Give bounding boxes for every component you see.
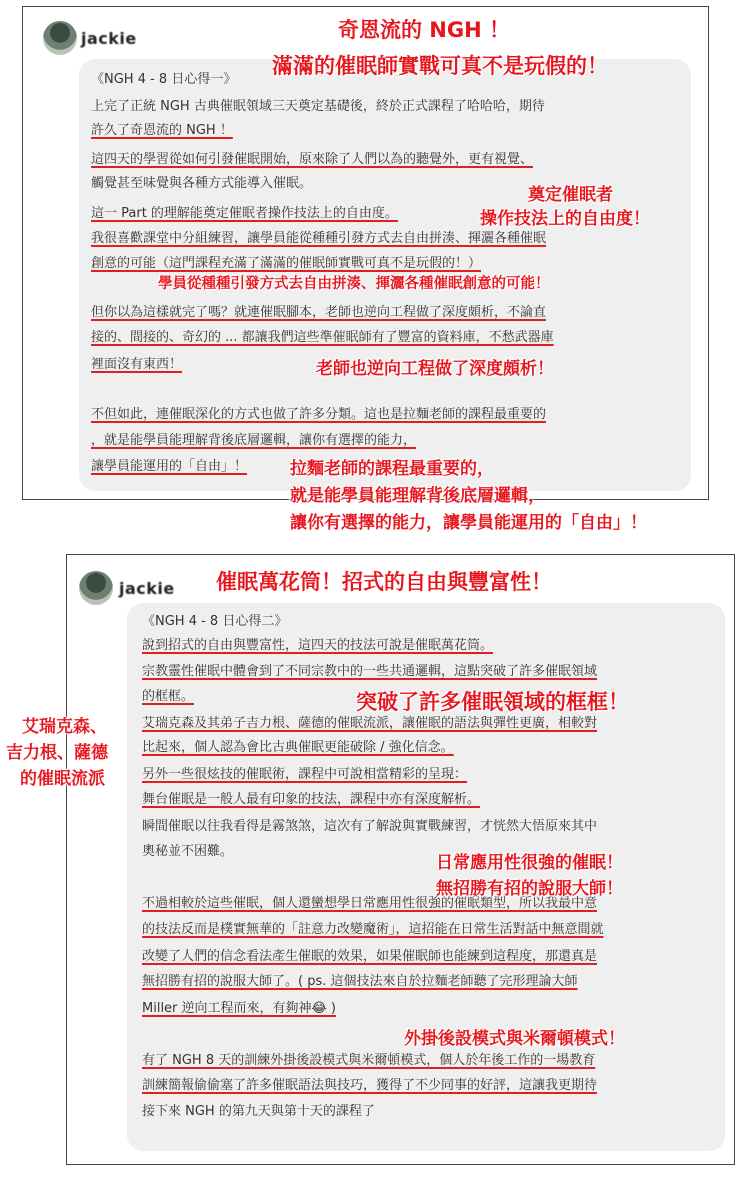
annotation: 操作技法上的自由度！ [480,209,650,229]
post-line: 比起來，個人認為會比古典催眠更能破除 / 強化信念。 [142,740,454,755]
annotation-title: 催眠萬花筒！招式的自由與豐富性！ [216,570,552,594]
post-line: 不但如此，連催眠深化的方式也做了許多分類。這也是拉麵老師的課程最重要的 [91,407,547,422]
annotation-side: 吉力根、薩德 [6,743,108,763]
post-line: 舞台催眠是一般人最有印象的技法，課程中亦有深度解析。 [142,792,481,807]
post-line: 有了 NGH 8 天的訓練外掛後設模式與米爾頓模式，個人於年後工作的一場教育 [142,1053,596,1068]
post-line: 奧秘並不困難。 [142,844,234,859]
post-line: 訓練簡報偷偷塞了許多催眠語法與技巧，獲得了不少同事的好評，這讓我更期待 [142,1078,598,1093]
post-line: 的框框。 [142,689,195,704]
post-line: 觸覺甚至味覺與各種方式能導入催眠。 [91,176,313,191]
post-card-1 [22,6,709,500]
post-line: 瞬間催眠以往我看得是霧煞煞，這次有了解說與實戰練習，才恍然大悟原來其中 [142,819,598,834]
annotation: 日常應用性很強的催眠！ [436,853,623,873]
post-line: 這四天的學習從如何引發催眠開始，原來除了人們以為的聽覺外，更有視覺、 [91,152,534,167]
annotation: 突破了許多催眠領域的框框！ [356,690,629,714]
post-line: 說到招式的自由與豐富性，這四天的技法可說是催眠萬花筒。 [142,638,494,653]
annotation: 讓你有選擇的能力，讓學員能運用的「自由」！ [290,513,647,533]
annotation: 拉麵老師的課程最重要的， [290,459,494,479]
annotation-subtitle: 滿滿的催眠師實戰可真不是玩假的！ [272,54,608,78]
post-card-2 [66,554,735,1165]
annotation: 老師也逆向工程做了深度頗析！ [316,359,554,379]
post-line: 創意的可能（這門課程充滿了滿滿的催眠師實戰可真不是玩假的！） [91,256,482,271]
annotation: 無招勝有招的說服大師！ [436,879,623,899]
annotation: 學員從種種引發方式去自由拼湊、揮灑各種催眠創意的可能！ [158,276,550,292]
post-line: 艾瑞克森及其弟子吉力根、薩德的催眠流派，讓催眠的語法與彈性更廣，相較對 [142,716,598,731]
post-line: 改變了人們的信念看法產生催眠的效果，如果催眠師也能練到這程度，那還真是 [142,949,598,964]
post-line: 不過相較於這些催眠，個人還蠻想學日常應用性很強的催眠類型，所以我最中意 [142,896,598,911]
post-line: 裡面沒有東西！ [91,357,183,372]
username[interactable]: jackie [81,29,137,48]
post-line: 這一 Part 的理解能奠定催眠者操作技法上的自由度。 [91,206,398,221]
post-line: 讓學員能運用的「自由」！ [91,459,248,474]
post-line: 接下來 NGH 的第九天與第十天的課程了 [142,1104,375,1119]
post-line: 我很喜歡課堂中分組練習，讓學員能從種種引發方式去自由拼湊、揮灑各種催眠 [91,231,547,246]
post-line: 接的、間接的、奇幻的 ... 都讓我們這些準催眠師有了豐富的資料庫，不愁武器庫 [91,330,554,345]
post-line: 另外一些很炫技的催眠術，課程中可說相當精彩的呈現： [142,767,468,782]
annotation-side: 艾瑞克森、 [22,717,107,737]
post-line: 的技法反而是樸實無華的「註意力改變魔術」，這招能在日常生活對話中無意間就 [142,922,604,937]
post-line: 許久了奇恩流的 NGH ！ [91,123,233,138]
post-line: 上完了正統 NGH 古典催眠領域三天奠定基礎後，終於正式課程了哈哈哈，期待 [91,99,545,114]
annotation: 就是能學員能理解背後底層邏輯， [290,486,545,506]
avatar[interactable] [43,21,77,55]
annotation-title: 奇恩流的 NGH ！ [338,18,511,42]
post-line: ，就是能學員能理解背後底層邏輯，讓你有選擇的能力， [91,433,417,448]
annotation: 外掛後設模式與米爾頓模式！ [404,1029,625,1049]
annotation-side: 的催眠流派 [20,769,105,789]
annotation: 奠定催眠者 [528,185,613,205]
post-line: 但你以為這樣就完了嗎？就連催眠腳本，老師也逆向工程做了深度頗析，不論直 [91,305,547,320]
avatar[interactable] [79,571,113,605]
post-title: 《NGH 4 - 8 日心得一》 [91,72,237,87]
post-line: 宗教靈性催眠中體會到了不同宗教中的一些共通邏輯，這點突破了許多催眠領域 [142,664,598,679]
username[interactable]: jackie [119,579,175,598]
post-title: 《NGH 4 - 8 日心得二》 [142,614,288,629]
post-line: 無招勝有招的說服大師了。( ps. 這個技法來自於拉麵老師聽了完形理論大師 [142,974,578,989]
post-line: Miller 逆向工程而來，有夠神😂 ) [142,1001,336,1016]
